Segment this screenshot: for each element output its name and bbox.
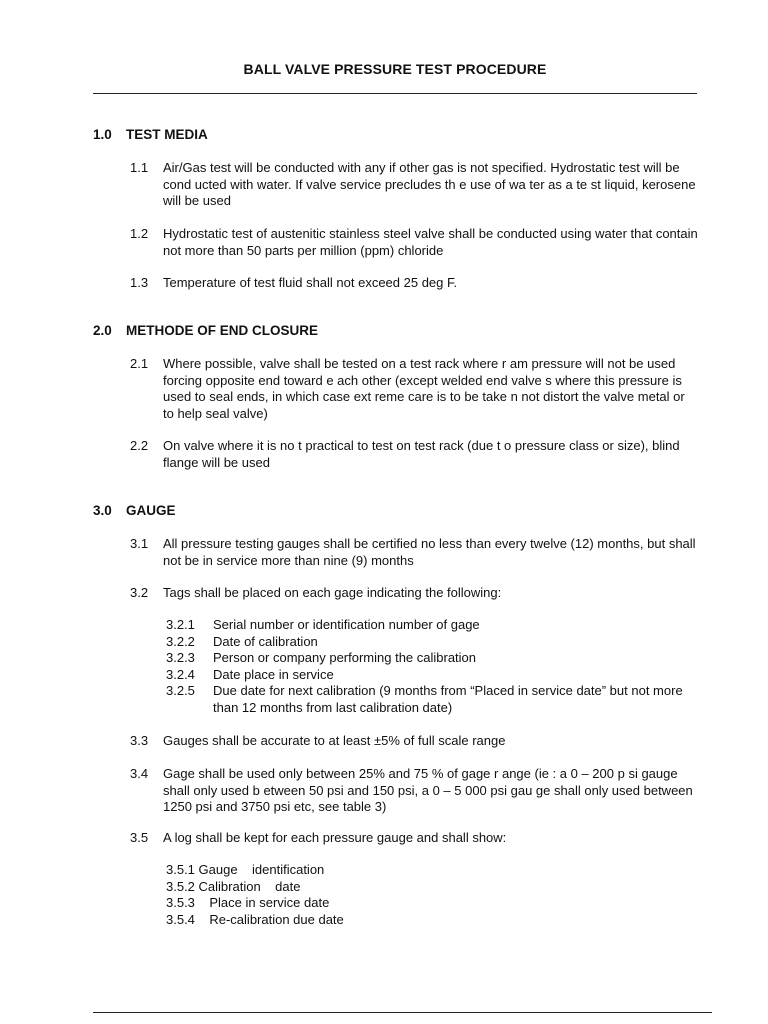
sub-item-number: 3.2.1 bbox=[166, 617, 195, 632]
list-item-3-2 bbox=[130, 585, 698, 602]
sub-item-number: 3.2.4 bbox=[166, 666, 195, 682]
list-item-2-1 bbox=[130, 356, 698, 422]
sub-item-text: Person or company performing the calibration bbox=[213, 650, 477, 665]
list-item-3-5 bbox=[130, 830, 698, 847]
sub-item-text: Date of calibration bbox=[213, 633, 318, 649]
item-text: On valve where it is no t practical to test on test rack (due t o pressure class or size), blind flange will be used bbox=[163, 438, 680, 470]
document-title: BALL VALVE PRESSURE TEST PROCEDURE bbox=[243, 61, 547, 77]
sub-item-text: Serial number or identification number of gage bbox=[213, 617, 480, 632]
section-number: 3.0 bbox=[93, 503, 112, 518]
item-text: Hydrostatic test of austenitic stainless steel valve shall be conducted using water that contain not more than 50 parts per million (ppm) chloride bbox=[163, 226, 698, 258]
item-number: 3.4 bbox=[130, 766, 149, 781]
sub-item-text: Date place in service bbox=[213, 666, 334, 682]
log-item-3-5-2: 3.5.2 Calibration date bbox=[166, 878, 301, 894]
sub-item-number: 3.2.5 bbox=[166, 683, 195, 698]
sub-item-3-2-3 bbox=[166, 650, 706, 667]
item-number: 1.1 bbox=[130, 160, 149, 175]
sub-item-number: 3.2.3 bbox=[166, 650, 195, 665]
list-item-3-1 bbox=[130, 536, 698, 569]
list-item-1-3 bbox=[130, 275, 698, 292]
log-item-3-5-1: 3.5.1 Gauge identification bbox=[166, 862, 325, 877]
item-text: Tags shall be placed on each gage indicating the following: bbox=[163, 585, 502, 600]
list-item-2-2 bbox=[130, 438, 698, 471]
item-number: 2.2 bbox=[130, 438, 149, 453]
section-number: 2.0 bbox=[93, 323, 112, 338]
sub-item-3-2-5 bbox=[166, 683, 706, 716]
sub-item-3-2-1 bbox=[166, 617, 706, 634]
section-heading-test-media bbox=[93, 127, 208, 144]
section-number: 1.0 bbox=[93, 127, 112, 142]
item-number: 3.2 bbox=[130, 585, 149, 600]
section-title: GAUGE bbox=[126, 503, 176, 518]
item-number: 2.1 bbox=[130, 356, 149, 371]
sub-item-3-2-2 bbox=[166, 634, 706, 651]
section-heading-end-closure bbox=[93, 323, 318, 340]
list-item-1-1 bbox=[130, 160, 698, 210]
item-text: Air/Gas test will be conducted with any if other gas is not specified. Hydrostatic test will be cond ucted with water. If valve service precludes th e use of wa ter as a te st liquid, kerosene will be used bbox=[163, 160, 696, 208]
log-item-3-5-3: 3.5.3 Place in service date bbox=[166, 895, 330, 910]
section-title: TEST MEDIA bbox=[126, 127, 208, 142]
item-text: Temperature of test fluid shall not exceed 25 deg F. bbox=[163, 275, 458, 290]
log-item-3-5-4: 3.5.4 Re-calibration due date bbox=[166, 911, 344, 927]
item-number: 3.3 bbox=[130, 733, 149, 748]
item-text: All pressure testing gauges shall be certified no less than every twelve (12) months, but shall not be in service more than nine (9) months bbox=[163, 536, 696, 568]
item-text: A log shall be kept for each pressure gauge and shall show: bbox=[163, 830, 507, 845]
sub-item-3-2-4 bbox=[166, 667, 706, 684]
list-item-3-3 bbox=[130, 733, 698, 750]
section-title: METHODE OF END CLOSURE bbox=[126, 323, 319, 338]
sub-item-text: Due date for next calibration (9 months from “Placed in service date” but not more than 12 months from last calibration date) bbox=[213, 683, 683, 715]
list-item-3-4 bbox=[130, 766, 698, 816]
sub-item-number: 3.2.2 bbox=[166, 633, 195, 649]
item-number: 3.5 bbox=[130, 830, 149, 845]
item-number: 1.3 bbox=[130, 275, 149, 290]
header-rule bbox=[93, 93, 697, 94]
item-number: 3.1 bbox=[130, 536, 149, 551]
footer-rule bbox=[93, 1012, 712, 1013]
item-number: 1.2 bbox=[130, 226, 149, 241]
item-text: Where possible, valve shall be tested on a test rack where r am pressure will not be used forcing opposite end toward e ach other (except welded end valve s where this pressure is used to seal ends, in which case ext reme care is to be take n not distort the valve metal or to help seal valve) bbox=[163, 356, 685, 421]
item-text: Gauges shall be accurate to at least ±5% of full scale range bbox=[163, 733, 506, 748]
list-item-1-2 bbox=[130, 226, 698, 259]
section-heading-gauge bbox=[93, 503, 176, 520]
item-text: Gage shall be used only between 25% and 75 % of gage r ange (ie : a 0 – 200 p si gauge shall only used b etween 50 psi and 150 psi, a 0 – 5 000 psi gau ge shall only used between 1250 psi and 3750 psi etc, see table 3) bbox=[163, 766, 693, 814]
